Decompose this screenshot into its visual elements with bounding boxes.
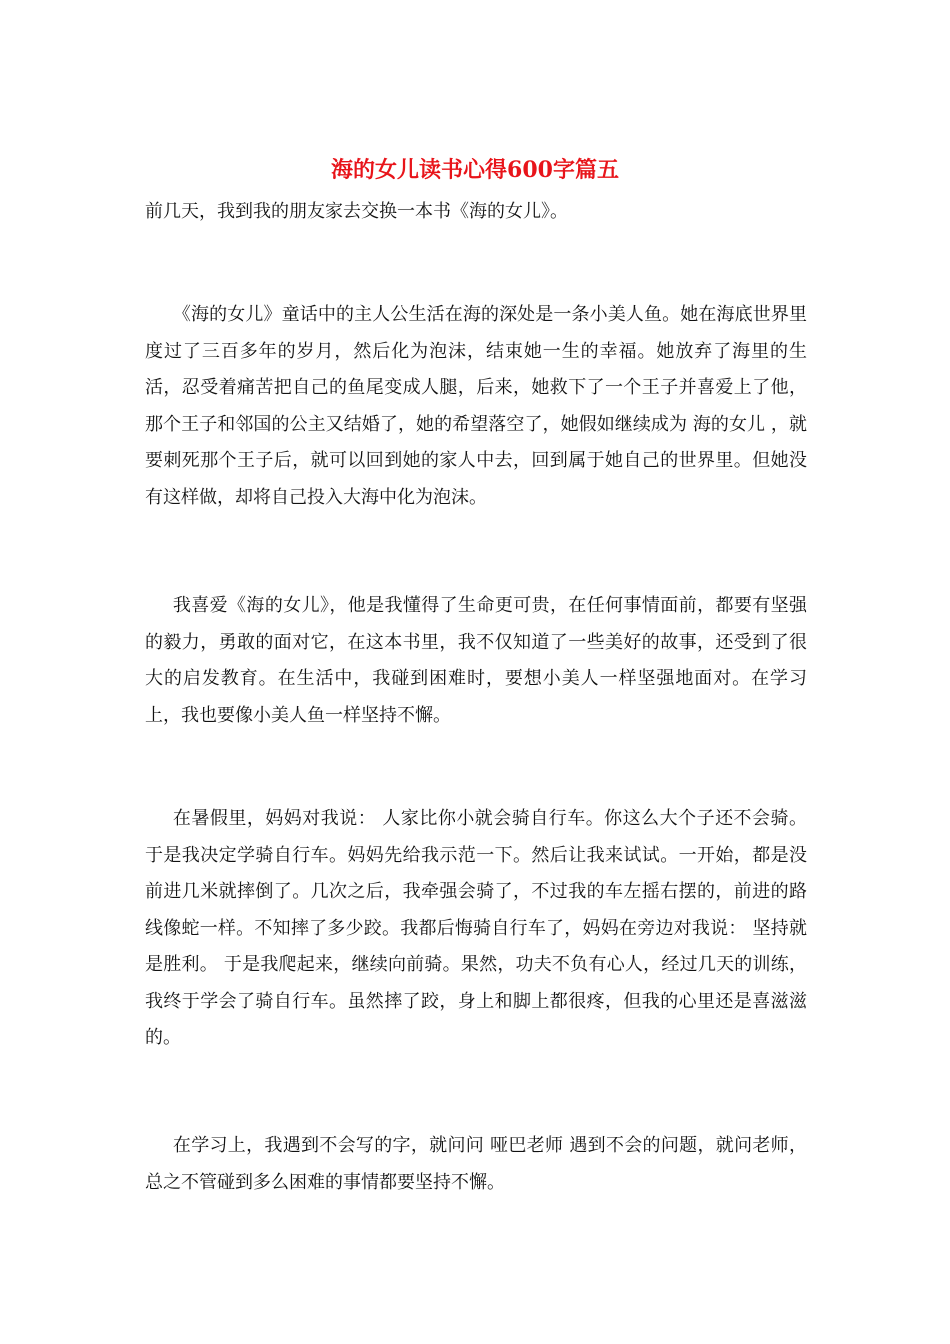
paragraph-3: 在暑假里，妈妈对我说： 人家比你小就会骑自行车。你这么大个子还不会骑。于是我决定学骑自行车。妈妈先给我示范一下。然后让我来试试。一开始，都是没前进几米就摔倒了。几次之后，我牵强会骑了，不过我的车左摇右摆的，前进的路线像蛇一样。不知摔了多少跤。我都后悔骑自行车了，妈妈在旁边对我说： 坚持就是胜利。 于是我爬起来，继续向前骑。果然，功夫不负有心人，经过几天的训练，我终于学会了骑自行车。虽然摔了跤，身上和脚上都很疼，但我的心里还是喜滋滋的。 xyxy=(145,808,807,1048)
paragraph-4: 在学习上，我遇到不会写的字，就问问 哑巴老师 遇到不会的问题，就问老师，总之不管碰到多么困难的事情都要坚持不懈。 xyxy=(145,1135,807,1193)
paragraph-1: 《海的女儿》童话中的主人公生活在海的深处是一条小美人鱼。她在海底世界里度过了三百多年的岁月，然后化为泡沫，结束她一生的幸福。她放弃了海里的生活，忍受着痛苦把自己的鱼尾变成人腿，后来，她救下了一个王子并喜爱上了他，那个王子和邻国的公主又结婚了，她的希望落空了，她假如继续成为 海的女儿 ，就要刺死那个王子后，就可以回到她的家人中去，回到属于她自己的世界里。但她没有这样做，却将自己投入大海中化为泡沫。 xyxy=(145,304,807,508)
document-title: 海的女儿读书心得600字篇五 xyxy=(331,157,619,183)
paragraph-2: 我喜爱《海的女儿》，他是我懂得了生命更可贵，在任何事情面前，都要有坚强的毅力，勇敢的面对它，在这本书里，我不仅知道了一些美好的故事，还受到了很大的启发教育。在生活中，我碰到困难时，要想小美人一样坚强地面对。在学习上，我也要像小美人鱼一样坚持不懈。 xyxy=(145,595,807,726)
intro-line: 前几天，我到我的朋友家去交换一本书《海的女儿》。 xyxy=(145,201,568,222)
